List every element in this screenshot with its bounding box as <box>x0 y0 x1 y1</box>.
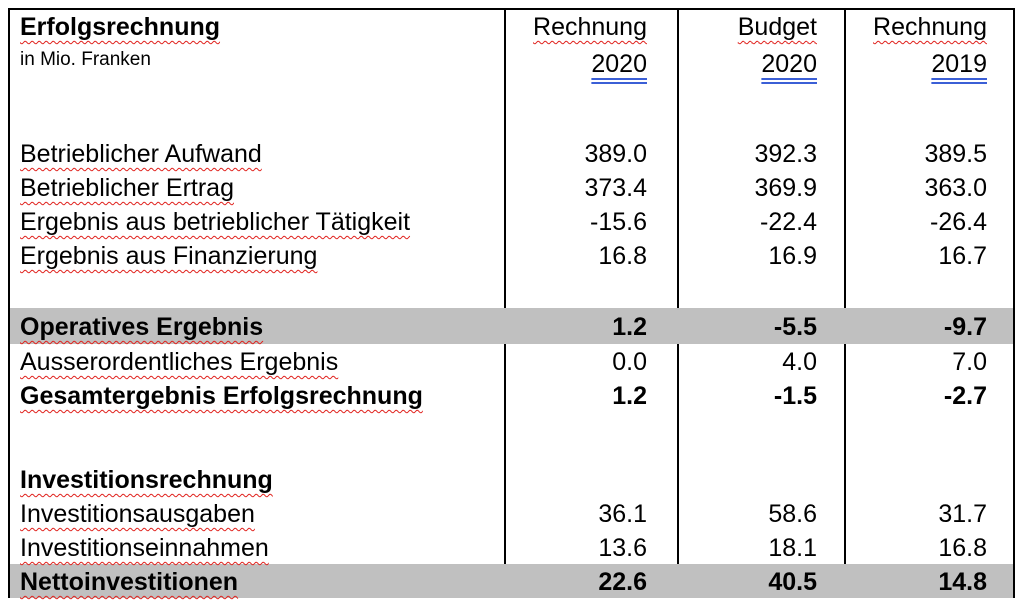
table-subtitle: in Mio. Franken <box>20 49 151 70</box>
value-rechnung-2019: -26.4 <box>930 208 987 236</box>
column-divider <box>677 10 679 596</box>
column-header-year: 2020 <box>591 50 647 78</box>
value-budget-2020: 16.9 <box>768 242 817 270</box>
value-rechnung-2020: 16.8 <box>598 242 647 270</box>
value-rechnung-2020: 373.4 <box>584 174 647 202</box>
value-rechnung-2020: -15.6 <box>590 208 647 236</box>
row-label: Ergebnis aus Finanzierung <box>20 242 318 270</box>
row-label: Ergebnis aus betrieblicher Tätigkeit <box>20 208 411 236</box>
financial-table <box>8 8 1015 598</box>
value-rechnung-2019: 7.0 <box>952 348 987 376</box>
column-divider <box>844 10 846 596</box>
table-title: Erfolgsrechnung <box>20 13 221 41</box>
value-rechnung-2019: -9.7 <box>943 313 987 341</box>
row-label: Investitionseinnahmen <box>20 534 269 562</box>
value-rechnung-2020: 0.0 <box>612 348 647 376</box>
value-rechnung-2020: 389.0 <box>584 140 647 168</box>
value-rechnung-2019: 363.0 <box>924 174 987 202</box>
value-rechnung-2019: -2.7 <box>943 382 987 410</box>
column-header-year: 2019 <box>931 50 987 78</box>
column-header-line1: Rechnung <box>533 13 647 41</box>
value-budget-2020: 18.1 <box>768 534 817 562</box>
value-budget-2020: 58.6 <box>768 500 817 528</box>
column-header-line1: Budget <box>737 13 817 41</box>
section-heading: Investitionsrechnung <box>20 466 273 494</box>
value-budget-2020: 369.9 <box>754 174 817 202</box>
value-rechnung-2019: 14.8 <box>938 568 987 596</box>
value-budget-2020: -5.5 <box>773 313 817 341</box>
value-rechnung-2019: 16.7 <box>938 242 987 270</box>
value-budget-2020: 4.0 <box>782 348 817 376</box>
value-rechnung-2020: 1.2 <box>612 382 647 410</box>
value-rechnung-2020: 36.1 <box>598 500 647 528</box>
value-budget-2020: -22.4 <box>760 208 817 236</box>
value-budget-2020: 392.3 <box>754 140 817 168</box>
value-rechnung-2019: 389.5 <box>924 140 987 168</box>
value-budget-2020: 40.5 <box>768 568 817 596</box>
column-header-line1: Rechnung <box>873 13 987 41</box>
row-label: Betrieblicher Aufwand <box>20 140 262 168</box>
row-label: Operatives Ergebnis <box>20 313 264 341</box>
value-rechnung-2019: 31.7 <box>938 500 987 528</box>
value-budget-2020: -1.5 <box>773 382 817 410</box>
column-divider <box>504 10 506 596</box>
row-label: Gesamtergebnis Erfolgsrechnung <box>20 382 423 410</box>
row-label: Nettoinvestitionen <box>20 568 239 596</box>
row-label: Betrieblicher Ertrag <box>20 174 234 202</box>
row-label: Investitionsausgaben <box>20 500 255 528</box>
column-header-year: 2020 <box>761 50 817 78</box>
value-rechnung-2019: 16.8 <box>938 534 987 562</box>
value-rechnung-2020: 13.6 <box>598 534 647 562</box>
value-rechnung-2020: 1.2 <box>612 313 647 341</box>
value-rechnung-2020: 22.6 <box>598 568 647 596</box>
row-label: Ausserordentliches Ergebnis <box>20 348 339 376</box>
